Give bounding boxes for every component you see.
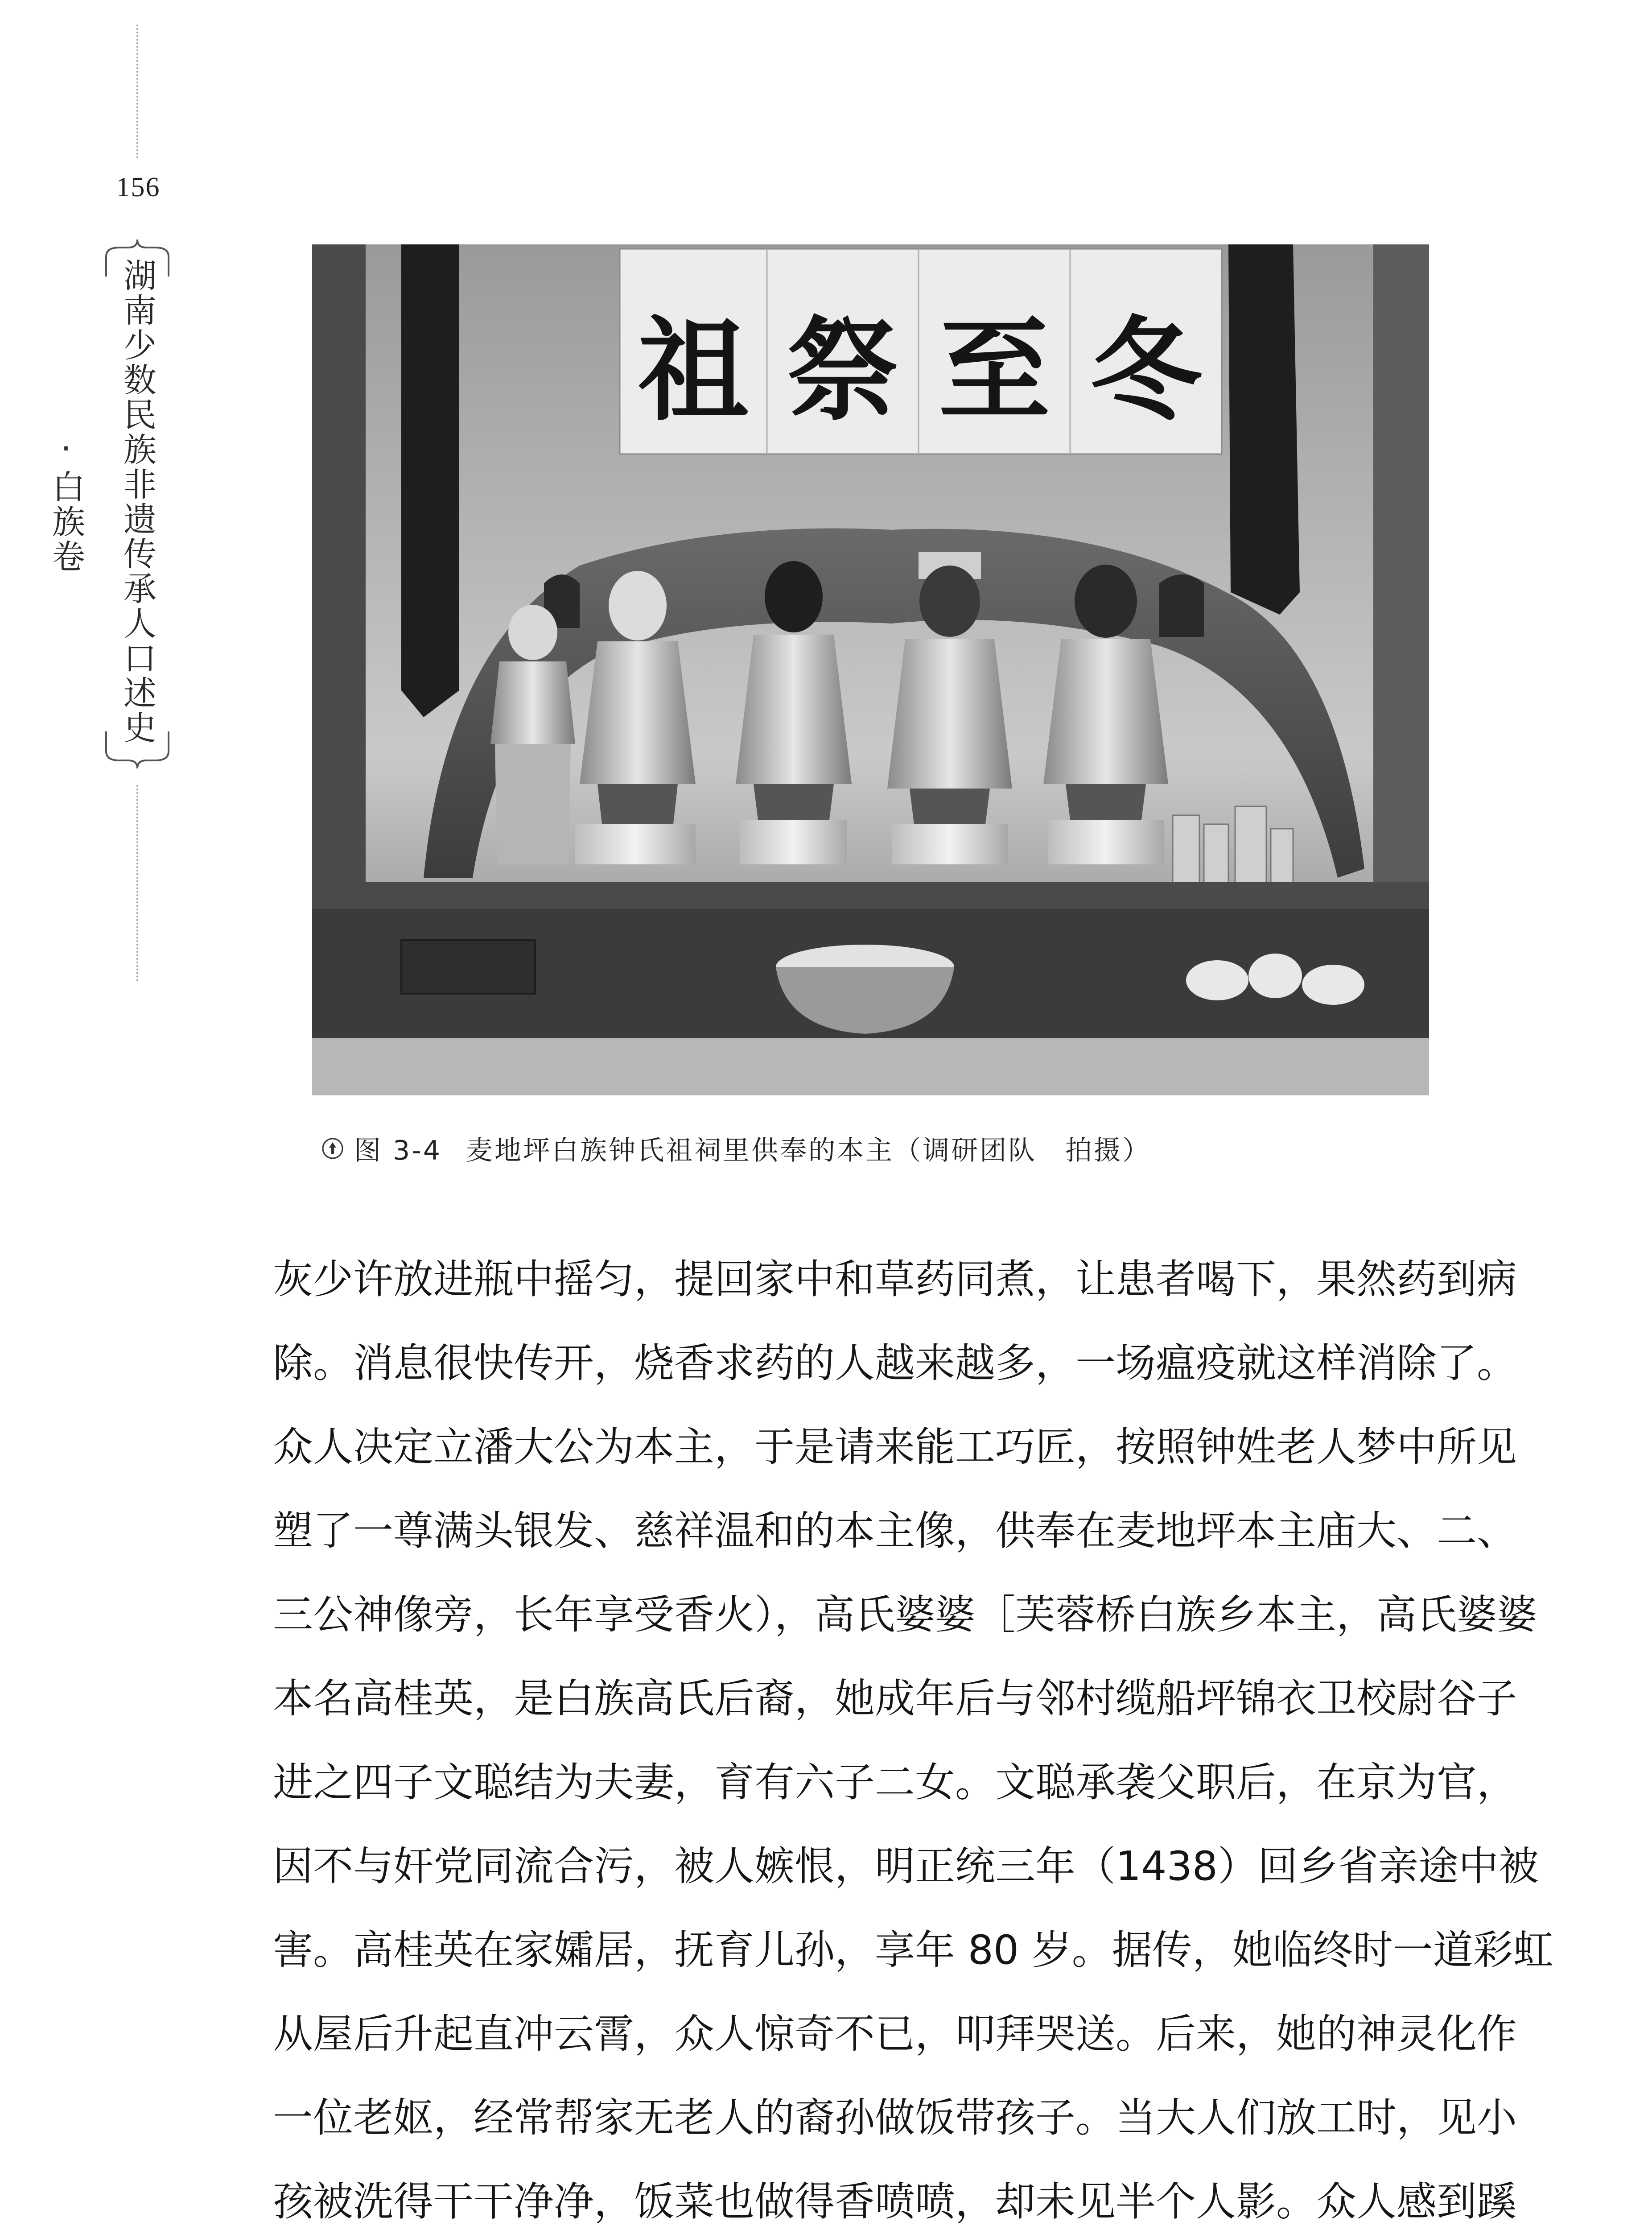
- series-title: 湖南少数民族非遗传承人口述史·白族卷: [47, 258, 157, 745]
- body-line: 进之四子文聪结为夫妻，育有六子二女。文聪承袭父职后，在京为官，: [273, 1759, 1517, 1806]
- banner-char-3: 至: [939, 306, 1050, 436]
- margin-dotted-line-bottom: [136, 785, 138, 981]
- body-line: 孩被洗得干干净净，饭菜也做得香喷喷，却未见半个人影。众人感到蹊: [273, 2178, 1517, 2225]
- banner-char-4: 冬: [1090, 306, 1202, 436]
- figure-caption-text: 麦地坪白族钟氏祖祠里供奉的本主（调研团队 拍摄）: [466, 1135, 1151, 1166]
- body-line: 害。高桂英在家孀居，抚育儿孙，享年 80 岁。据传，她临终时一道彩虹: [273, 1927, 1553, 1974]
- series-title-block: [47, 239, 173, 769]
- body-line: 塑了一尊满头银发、慈祥温和的本主像，供奉在麦地坪本主庙大、二、: [273, 1507, 1517, 1554]
- ancestral-hall-photo: [312, 244, 1429, 1095]
- figure-caption: [321, 1126, 1427, 1171]
- figure-label: 图 3-4: [354, 1135, 442, 1166]
- page-number: 156: [116, 172, 161, 202]
- bracket-bottom-icon: [102, 729, 173, 769]
- body-line: 因不与奸党同流合污，被人嫉恨，明正统三年（1438）回乡省亲途中被: [273, 1843, 1539, 1890]
- body-line: 从屋后升起直冲云霄，众人惊奇不已，叩拜哭送。后来，她的神灵化作: [273, 2011, 1517, 2057]
- body-line: 灰少许放进瓶中摇匀，提回家中和草药同煮，让患者喝下，果然药到病: [273, 1256, 1517, 1303]
- body-text: [273, 1238, 1553, 2230]
- body-line: 三公神像旁，长年享受香火），高氏婆婆［芙蓉桥白族乡本主，高氏婆婆: [273, 1591, 1537, 1638]
- banner-char-2: 祭: [787, 306, 898, 436]
- body-line: 一位老妪，经常帮家无老人的裔孙做饭带孩子。当大人们放工时，见小: [273, 2094, 1517, 2141]
- body-line: 众人决定立潘大公为本主，于是请来能工巧匠，按照钟姓老人梦中所见: [273, 1424, 1517, 1470]
- margin-dotted-line-top: [136, 25, 138, 158]
- body-line: 本名高桂英，是白族高氏后裔，她成年后与邻村缆船坪锦衣卫校尉谷子: [273, 1675, 1517, 1722]
- body-line: 除。消息很快传开，烧香求药的人越来越多，一场瘟疫就这样消除了。: [273, 1340, 1517, 1387]
- banner-char-1: 祖: [638, 306, 749, 436]
- figure-marker-icon: [321, 1137, 344, 1160]
